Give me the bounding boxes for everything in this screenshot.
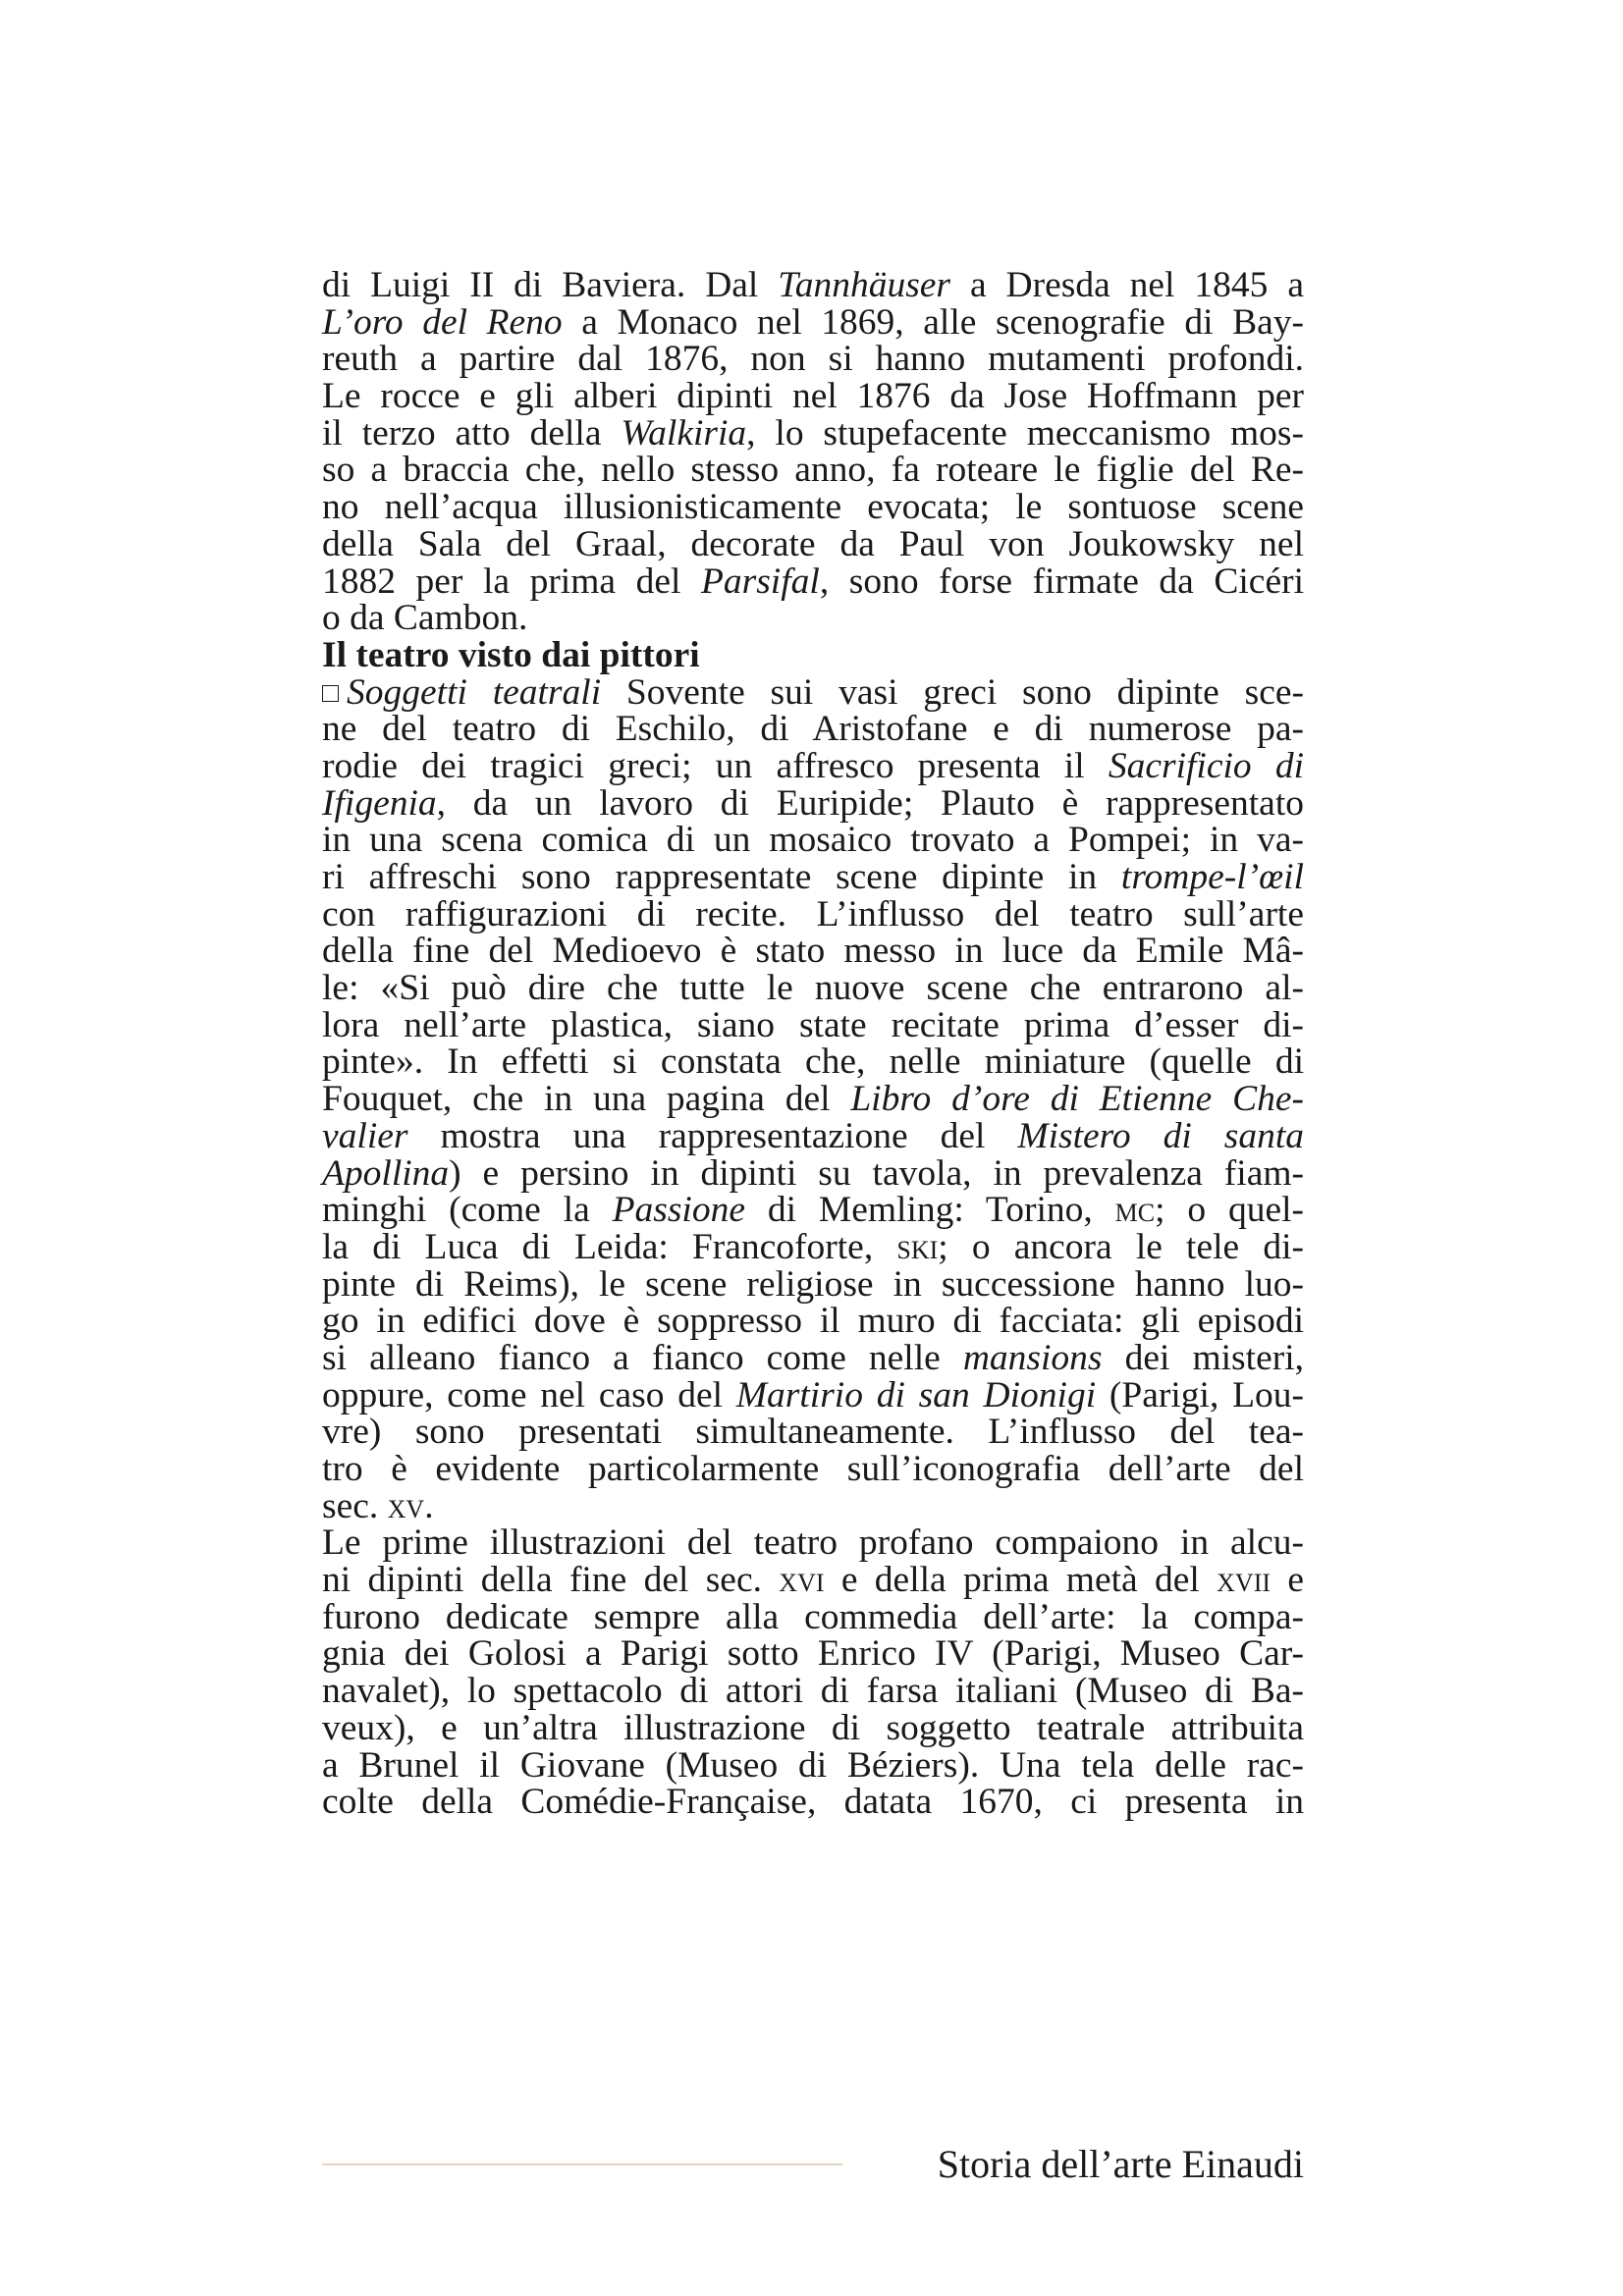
text-line bbox=[322, 671, 1304, 713]
text-segment: di Memling: Torino, bbox=[744, 1190, 1115, 1231]
text-segment: . bbox=[424, 1485, 434, 1526]
body-text bbox=[322, 267, 1304, 1821]
text-segment: a Dresda nel 1845 a bbox=[950, 265, 1304, 305]
text-segment: tro è evidente particolarmente sull’iconografia dell’arte del bbox=[322, 1449, 1304, 1489]
text-line bbox=[322, 782, 1304, 824]
italic-text: Parsifal bbox=[700, 561, 820, 602]
text-line bbox=[322, 1451, 1304, 1488]
text-segment: a Brunel il Giovane (Museo di Béziers). Una tela delle rac- bbox=[322, 1744, 1304, 1786]
text-segment: navalet), lo spettacolo di attori di farsa italiani (Museo di Ba- bbox=[322, 1671, 1304, 1712]
text-segment: si alleano fianco a fianco come nelle bbox=[322, 1337, 963, 1378]
small-caps-text: xvii bbox=[1217, 1560, 1271, 1601]
text-line bbox=[322, 1524, 1304, 1562]
text-line bbox=[322, 711, 1304, 748]
text-segment: ri affreschi sono rappresentate scene dipinte in bbox=[322, 857, 1121, 897]
text-segment: reuth a partire dal 1876, non si hanno mutamenti profondi. bbox=[322, 339, 1304, 380]
small-caps-text: ski bbox=[896, 1226, 939, 1267]
text-line bbox=[322, 600, 1304, 637]
text-line bbox=[322, 1115, 1304, 1156]
text-segment: ni dipinti della fine del sec. bbox=[322, 1560, 780, 1601]
text-line bbox=[322, 1152, 1304, 1194]
text-line bbox=[322, 452, 1304, 489]
text-segment: ; o quel- bbox=[1155, 1190, 1304, 1231]
text-segment: Sovente sui vasi greci sono dipinte sce- bbox=[601, 671, 1304, 713]
text-segment: , sono forse firmate da Cicéri bbox=[819, 561, 1304, 602]
text-segment: gnia dei Golosi a Parigi sotto Enrico IV (Parigi, Museo Car- bbox=[322, 1633, 1304, 1675]
text-line bbox=[322, 859, 1304, 896]
text-segment: le: «Si può dire che tutte le nuove scene che entrarono al- bbox=[322, 968, 1304, 1009]
text-line bbox=[322, 1744, 1304, 1786]
text-segment: minghi (come la bbox=[322, 1190, 613, 1231]
text-segment: Le rocce e gli alberi dipinti nel 1876 da Jose Hoffmann per bbox=[322, 376, 1304, 417]
text-line bbox=[322, 1043, 1304, 1081]
italic-text: Sacrificio di bbox=[1108, 745, 1305, 786]
italic-text: Mistero di santa bbox=[1017, 1115, 1304, 1156]
text-line bbox=[322, 1081, 1304, 1118]
small-caps-text: xvi bbox=[779, 1560, 825, 1601]
text-segment: ) e persino in dipinti su tavola, in prevalenza fiam- bbox=[449, 1152, 1304, 1194]
text-line bbox=[322, 1004, 1304, 1045]
text-line bbox=[322, 563, 1304, 601]
italic-text: L’oro del Reno bbox=[322, 301, 563, 343]
text-line bbox=[322, 1414, 1304, 1451]
text-segment: , lo stupefacente meccanismo mos- bbox=[746, 412, 1304, 454]
text-segment: colte della Comédie-Française, datata 1670, ci presenta in bbox=[322, 1782, 1304, 1823]
text-segment: so a braccia che, nello stesso anno, fa roteare le figlie del Re- bbox=[322, 450, 1304, 491]
text-segment: in una scena comica di un mosaico trovato a Pompei; in va- bbox=[322, 820, 1304, 861]
text-segment: , da un lavoro di Euripide; Plauto è rappresentato bbox=[436, 782, 1304, 824]
text-segment: oppure, come nel caso del bbox=[322, 1374, 736, 1415]
text-segment: ne del teatro di Eschilo, di Aristofane e di numerose pa- bbox=[322, 709, 1304, 750]
text-segment: con raffigurazioni di recite. L’influsso del teatro sull’arte bbox=[322, 893, 1304, 934]
italic-text: trompe-l’œil bbox=[1120, 857, 1304, 897]
italic-text: Soggetti teatrali bbox=[347, 671, 602, 713]
text-line bbox=[322, 1226, 1304, 1267]
text-line bbox=[322, 489, 1304, 526]
text-segment: Fouquet, che in una pagina del bbox=[322, 1079, 851, 1120]
text-line bbox=[322, 1337, 1304, 1378]
text-segment: Il teatro visto dai pittori bbox=[322, 634, 700, 675]
text-segment: sec. bbox=[322, 1485, 388, 1526]
italic-text: valier bbox=[322, 1115, 408, 1156]
text-segment: a Monaco nel 1869, alle scenografie di Bay- bbox=[562, 301, 1304, 343]
text-segment: pinte». In effetti si constata che, nelle miniature (quelle di bbox=[322, 1041, 1304, 1083]
text-segment: di Luigi II di Baviera. Dal bbox=[322, 265, 779, 305]
text-line bbox=[322, 1303, 1304, 1340]
text-segment: o da Cambon. bbox=[322, 598, 528, 639]
small-caps-text: mc bbox=[1114, 1190, 1156, 1231]
text-line bbox=[322, 1673, 1304, 1710]
text-segment: (Parigi, Lou- bbox=[1096, 1374, 1304, 1415]
text-line bbox=[322, 970, 1304, 1007]
section-heading bbox=[322, 634, 1304, 675]
text-line bbox=[322, 745, 1305, 786]
text-segment: della fine del Medioevo è stato messo in luce da Emile Mâ- bbox=[322, 931, 1304, 972]
text-segment: furono dedicate sempre alla commedia dell’arte: la compa- bbox=[322, 1596, 1304, 1637]
text-line bbox=[322, 1263, 1304, 1305]
italic-text: Martirio di san Dionigi bbox=[735, 1374, 1097, 1415]
italic-text: Ifigenia bbox=[322, 782, 437, 824]
text-segment: la di Luca di Leida: Francoforte, bbox=[322, 1226, 897, 1267]
page-footer bbox=[322, 2140, 1304, 2189]
text-segment: il terzo atto della bbox=[322, 412, 622, 454]
text-segment: 1882 per la prima del bbox=[322, 561, 701, 602]
text-segment: e bbox=[1271, 1560, 1305, 1601]
text-segment: rodie dei tragici greci; un affresco presenta il bbox=[322, 745, 1109, 786]
text-line bbox=[322, 933, 1304, 970]
italic-text: Apollina bbox=[322, 1152, 450, 1194]
italic-text: Walkiria bbox=[621, 412, 747, 454]
text-line bbox=[322, 1374, 1304, 1415]
text-segment: della Sala del Graal, decorate da Paul von Joukowsky nel bbox=[322, 523, 1304, 564]
text-line bbox=[322, 1192, 1304, 1229]
text-segment: e della prima metà del bbox=[824, 1560, 1217, 1601]
text-segment: vre) sono presentati simultaneamente. L’influsso del tea- bbox=[322, 1412, 1304, 1453]
text-segment: pinte di Reims), le scene religiose in successione hanno luo- bbox=[322, 1263, 1304, 1305]
text-line bbox=[322, 1707, 1304, 1748]
text-segment: lora nell’arte plastica, siano state recitate prima d’esser di- bbox=[322, 1004, 1304, 1045]
text-segment: veux), e un’altra illustrazione di soggetto teatrale attribuita bbox=[322, 1707, 1304, 1748]
text-line bbox=[322, 1596, 1304, 1637]
text-segment: mostra una rappresentazione del bbox=[407, 1115, 1018, 1156]
italic-text: mansions bbox=[962, 1337, 1103, 1378]
text-line bbox=[322, 1562, 1304, 1599]
text-line bbox=[322, 1784, 1304, 1821]
text-segment: no nell’acqua illusionisticamente evocata; le sontuose scene bbox=[322, 487, 1304, 528]
italic-text: Libro d’ore di Etienne Che- bbox=[850, 1079, 1305, 1120]
text-line bbox=[322, 1635, 1304, 1673]
footer-title: Storia dell’arte Einaudi bbox=[937, 2142, 1304, 2186]
footer-rule bbox=[322, 2163, 842, 2165]
italic-text: Passione bbox=[612, 1190, 745, 1231]
text-line bbox=[322, 267, 1304, 304]
text-segment: go in edifici dove è soppresso il muro di facciata: gli episodi bbox=[322, 1301, 1304, 1342]
small-caps-text: xv bbox=[387, 1485, 425, 1526]
text-line bbox=[322, 893, 1304, 934]
text-line bbox=[322, 523, 1304, 564]
text-line bbox=[322, 1485, 1304, 1526]
text-line bbox=[322, 301, 1304, 343]
text-line bbox=[322, 378, 1304, 415]
text-line bbox=[322, 412, 1304, 454]
italic-text: Tannhäuser bbox=[778, 265, 951, 305]
text-line bbox=[322, 822, 1304, 859]
text-segment: Le prime illustrazioni del teatro profano compaiono in alcu- bbox=[322, 1522, 1304, 1564]
box-icon bbox=[322, 685, 339, 702]
text-segment: dei misteri, bbox=[1102, 1337, 1304, 1378]
text-line bbox=[322, 341, 1304, 378]
text-segment: ; o ancora le tele di- bbox=[938, 1226, 1304, 1267]
